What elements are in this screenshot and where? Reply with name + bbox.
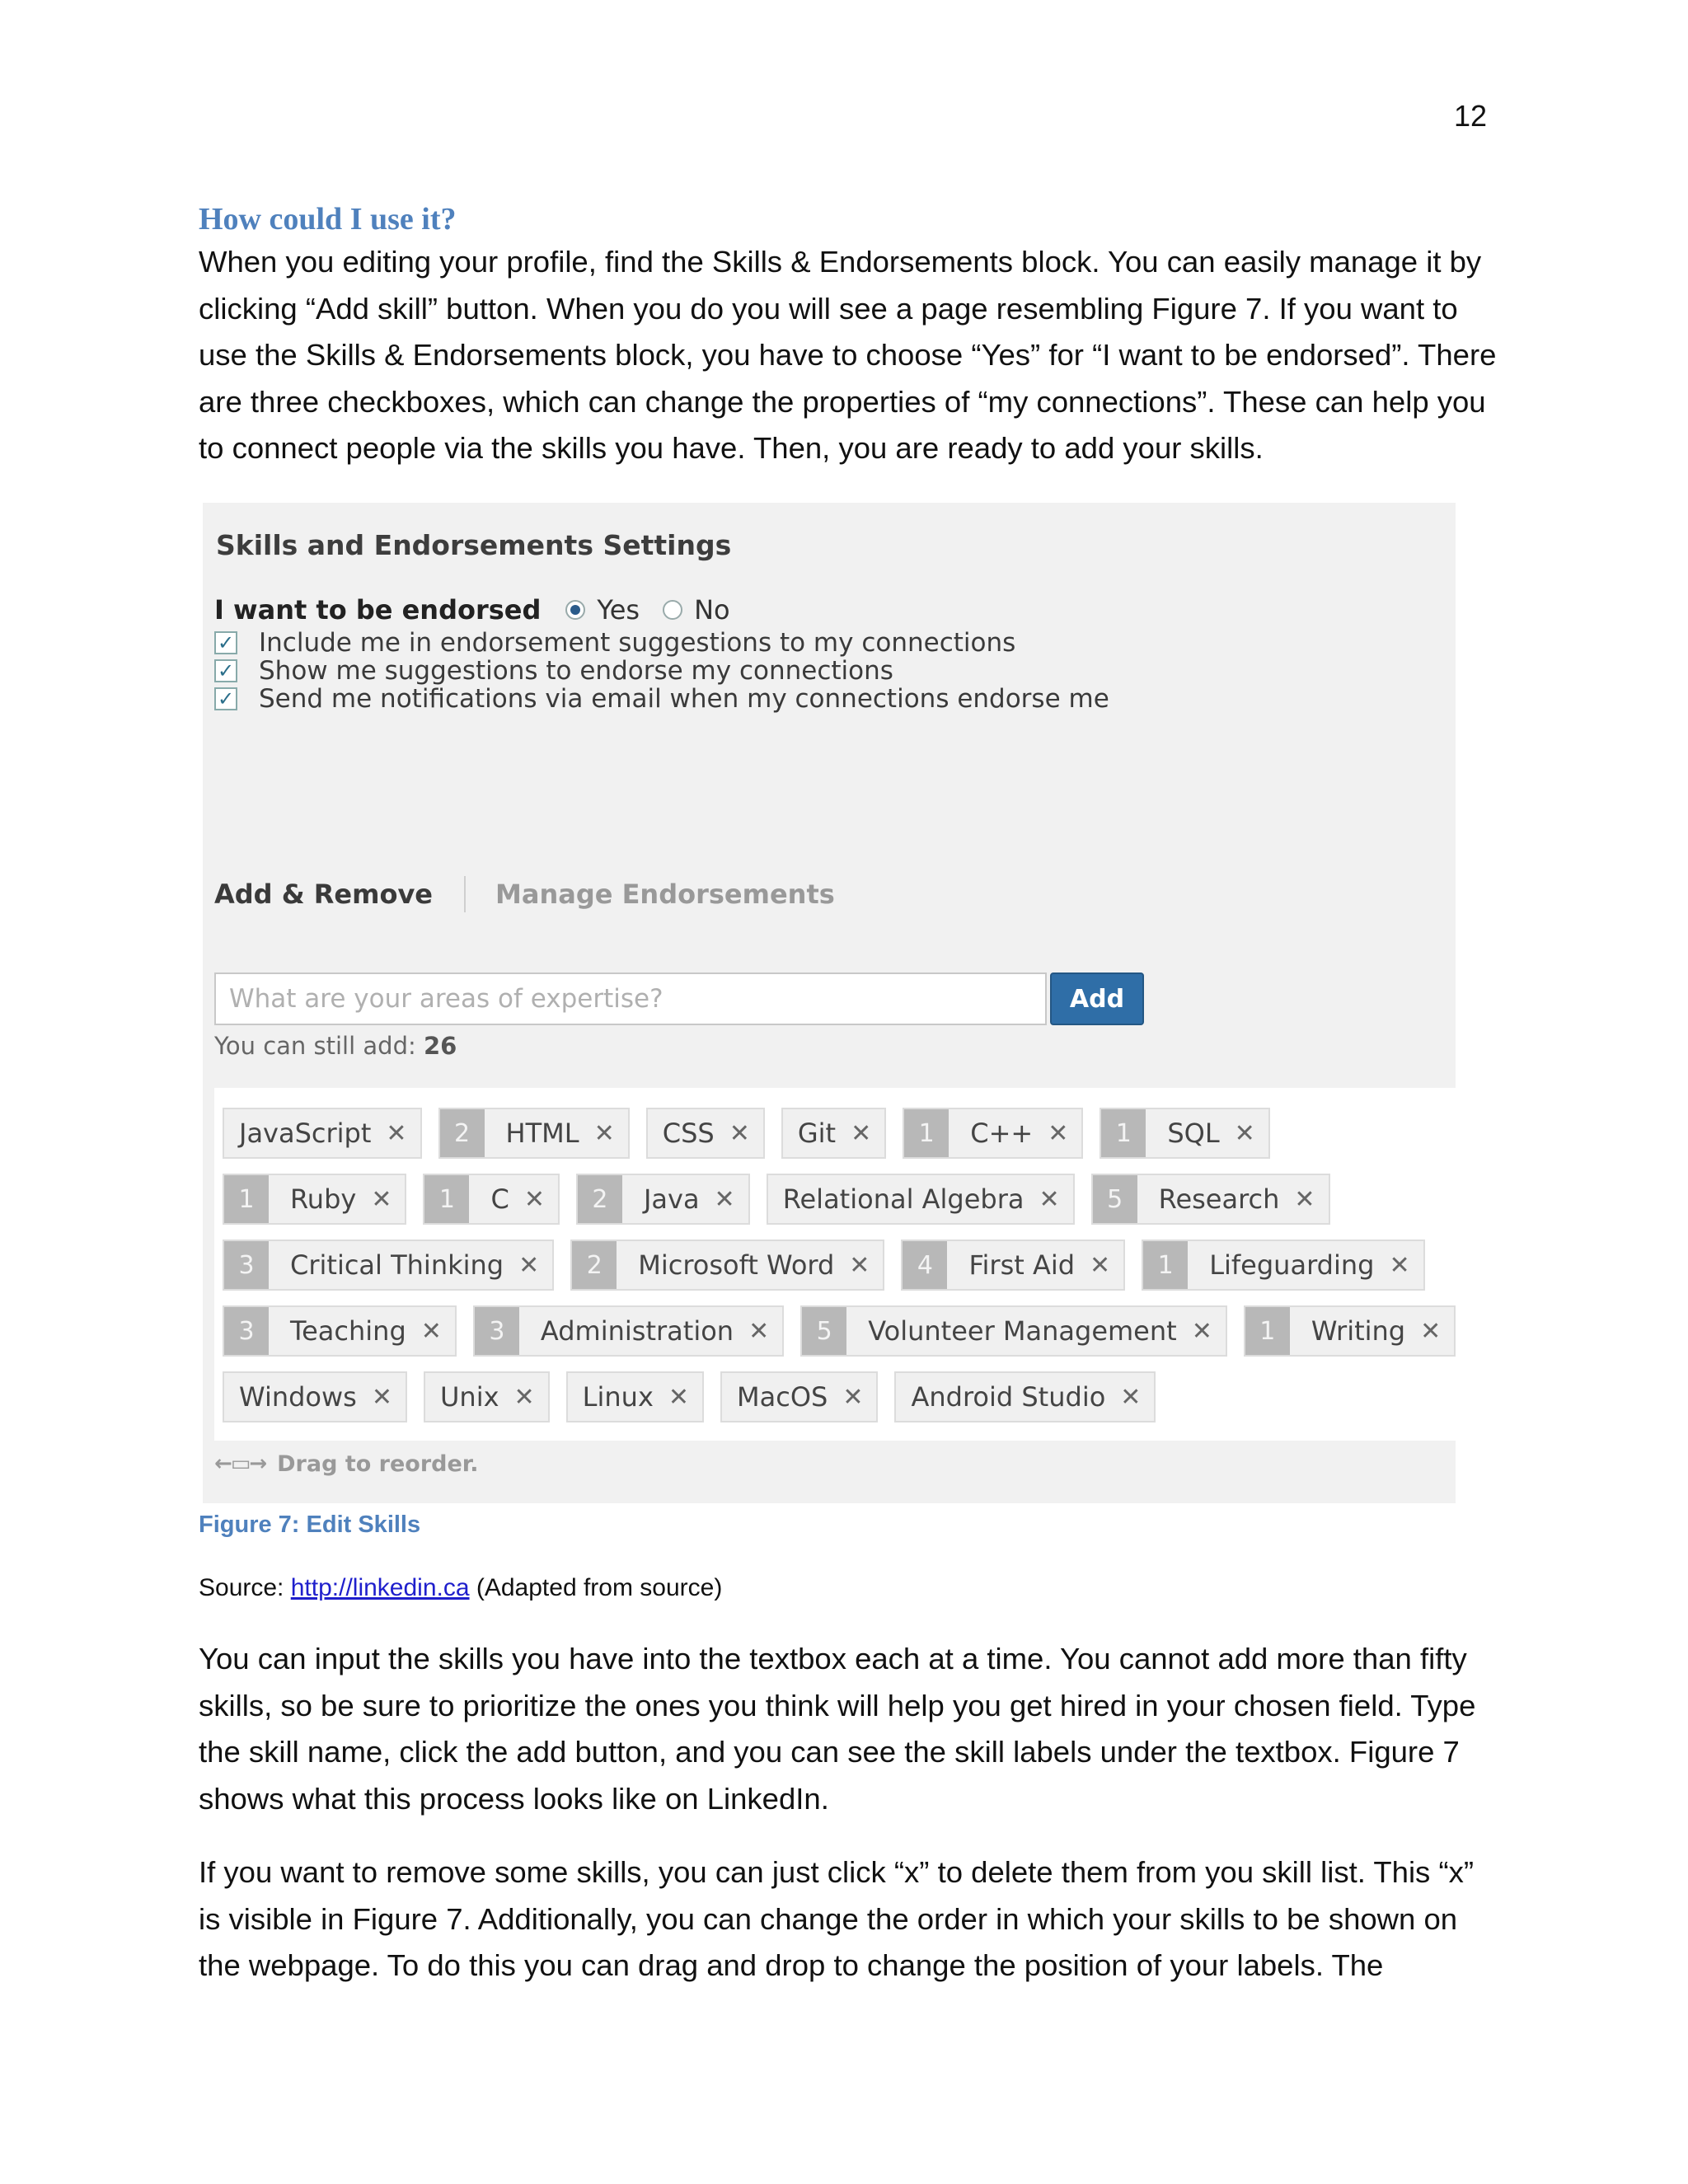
drag-arrows-icon: ←▭→ [214,1451,266,1476]
skills-settings-screenshot [203,503,1456,1503]
remove-skill-icon[interactable]: ✕ [1420,1316,1442,1346]
remove-skill-icon[interactable]: ✕ [1191,1316,1212,1346]
endorsement-count: 3 [475,1307,519,1355]
remove-skill-icon[interactable]: ✕ [371,1184,392,1214]
remove-skill-icon[interactable]: ✕ [371,1382,392,1412]
add-skill-button[interactable]: Add [1050,972,1144,1025]
remaining-count [214,1032,457,1060]
source-line [199,1574,722,1602]
endorsement-count: 1 [224,1175,269,1223]
remove-skill-icon[interactable]: ✕ [420,1316,442,1346]
skill-rows [223,1108,1456,1437]
checkbox-include-suggestions[interactable]: ✓ [214,631,237,654]
skill-tag[interactable] [894,1371,1156,1422]
check-label: Include me in endorsement suggestions to my connections [259,628,1016,658]
skill-tag[interactable] [1091,1174,1330,1225]
skill-name: Administration [540,1315,734,1347]
skills-tabs [214,874,835,915]
skill-row [223,1174,1456,1225]
skill-row [223,1371,1456,1422]
skill-input[interactable] [214,972,1047,1025]
remaining-value: 26 [423,1032,457,1060]
skill-name: Linux [582,1381,654,1413]
source-label: Source: [199,1574,291,1601]
skill-name: JavaScript [239,1118,372,1149]
remove-skill-icon[interactable]: ✕ [729,1118,750,1148]
endorsement-count: 1 [1143,1241,1188,1289]
skill-name: C++ [970,1118,1034,1149]
input-paragraph: You can input the skills you have into the textbox each at a time. You cannot add more than fifty skills, so be sure to prioritize the ones you think will help you get hired in your chosen field. Type the skill name, click the add button, and you can see the skill labels under the textbox. Figure 7 shows what this process looks like on LinkedIn. [199,1642,1476,1816]
reorder-hint [214,1446,479,1482]
skill-name: Android Studio [911,1381,1106,1413]
skill-name: First Aid [968,1249,1076,1281]
settings-title: Skills and Endorsements Settings [216,529,732,561]
skill-tag[interactable] [423,1174,559,1225]
endorse-label: I want to be endorsed [214,594,542,626]
skill-name: SQL [1167,1118,1220,1149]
remove-skill-icon[interactable]: ✕ [1234,1118,1255,1148]
skill-tag[interactable] [438,1108,630,1159]
skill-name: HTML [505,1118,579,1149]
endorsement-count: 1 [904,1109,949,1157]
endorsement-count: 2 [572,1241,617,1289]
skill-name: Writing [1311,1315,1406,1347]
remove-skill-icon[interactable]: ✕ [668,1382,690,1412]
skill-tag[interactable] [901,1240,1125,1291]
skill-tag[interactable] [223,1240,554,1291]
skill-tag[interactable] [223,1108,422,1159]
skill-name: Ruby [290,1183,357,1215]
skill-tag[interactable] [720,1371,878,1422]
skill-name: Git [797,1118,837,1149]
radio-no[interactable] [663,600,682,620]
endorsement-count: 3 [224,1307,269,1355]
remove-skill-icon[interactable]: ✕ [1048,1118,1069,1148]
figure-caption: Figure 7: Edit Skills [199,1511,421,1538]
endorsement-count: 3 [224,1241,269,1289]
skill-tag[interactable] [566,1371,704,1422]
endorsement-count: 1 [1101,1109,1146,1157]
remove-skill-icon[interactable]: ✕ [748,1316,770,1346]
skill-tag[interactable] [1100,1108,1269,1159]
remove-skill-icon[interactable]: ✕ [518,1250,540,1280]
skill-tag[interactable] [473,1305,784,1357]
remove-skill-icon[interactable]: ✕ [1120,1382,1142,1412]
skill-tag[interactable] [223,1305,457,1357]
endorse-preference-row [214,592,753,628]
tab-add-remove[interactable]: Add & Remove [214,879,433,910]
radio-yes[interactable] [565,600,585,620]
skill-tag[interactable] [223,1174,406,1225]
endorsement-count: 1 [424,1175,469,1223]
skill-tag[interactable] [781,1108,886,1159]
remove-skill-icon[interactable]: ✕ [593,1118,615,1148]
skill-name: CSS [662,1118,715,1149]
skill-tag[interactable] [1244,1305,1456,1357]
tab-manage-endorsements[interactable]: Manage Endorsements [495,879,835,910]
checkbox-email-notifications[interactable]: ✓ [214,687,237,710]
skill-name: Microsoft Word [638,1249,835,1281]
skill-tag[interactable] [903,1108,1083,1159]
skill-row [223,1108,1456,1159]
skill-tag[interactable] [800,1305,1227,1357]
skill-row [223,1305,1456,1357]
endorsement-count: 1 [1245,1307,1290,1355]
skill-name: MacOS [737,1381,828,1413]
skill-name: Windows [239,1381,357,1413]
skill-tag[interactable] [1142,1240,1424,1291]
remove-skill-icon[interactable]: ✕ [1090,1250,1111,1280]
intro-paragraph: When you editing your profile, find the Skills & Endorsements block. You can easily manage it by clicking “Add skill” button. When you do you will see a page resembling Figure 7. If you want to use the Skills & Endorsements block, you have to choose “Yes” for “I want to be endorsed”. There are three checkboxes, which can change the properties of “my connections”. These can help you to connect people via the skills you have. Then, you are ready to add your skills. [199,245,1497,465]
remove-skill-icon[interactable]: ✕ [386,1118,407,1148]
page-number: 12 [1454,99,1488,133]
endorsement-count: 5 [802,1307,846,1355]
remove-skill-icon[interactable]: ✕ [1039,1184,1060,1214]
remove-skill-icon[interactable]: ✕ [513,1382,535,1412]
section-heading: How could I use it? [199,202,457,237]
remove-paragraph: If you want to remove some skills, you can just click “x” to delete them from you skill list. This “x” is visible in Figure 7. Additionally, you can change the order in which your skills to be shown on the webpage. To do this you can drag and drop to change the position of your labels. The [199,1855,1475,1982]
source-link[interactable]: http://linkedin.ca [290,1574,470,1601]
reorder-text: Drag to reorder. [277,1451,479,1477]
skill-name: Research [1158,1183,1280,1215]
remove-skill-icon[interactable]: ✕ [842,1382,864,1412]
endorsement-count: 2 [578,1175,622,1223]
remove-skill-icon[interactable]: ✕ [849,1250,870,1280]
endorsement-count: 4 [903,1241,947,1289]
skill-tag[interactable] [570,1240,884,1291]
remove-skill-icon[interactable]: ✕ [851,1118,872,1148]
skill-row [223,1240,1456,1291]
skill-tag[interactable] [646,1108,765,1159]
remove-skill-icon[interactable]: ✕ [1294,1184,1315,1214]
remove-skill-icon[interactable]: ✕ [523,1184,545,1214]
skill-tag[interactable] [767,1174,1075,1225]
skill-name: Relational Algebra [782,1183,1025,1215]
skill-name: C [490,1183,509,1215]
skill-name: Volunteer Management [868,1315,1177,1347]
radio-no-label: No [694,594,730,626]
remove-skill-icon[interactable]: ✕ [1389,1250,1410,1280]
skills-list [214,1088,1456,1441]
skill-name: Lifeguarding [1209,1249,1375,1281]
skill-tag[interactable] [424,1371,550,1422]
check-label: Send me notifications via email when my connections endorse me [259,684,1109,714]
check-row-email-notifications[interactable] [214,681,1109,717]
tab-divider [464,876,466,912]
skill-name: Critical Thinking [290,1249,504,1281]
check-label: Show me suggestions to endorse my connections [259,656,893,686]
remaining-label: You can still add: [214,1032,424,1060]
endorsement-count: 2 [440,1109,485,1157]
radio-yes-label: Yes [597,594,640,626]
skill-name: Java [643,1183,700,1215]
endorsement-count: 5 [1093,1175,1137,1223]
remove-skill-icon[interactable]: ✕ [714,1184,735,1214]
skill-name: Teaching [290,1315,406,1347]
skill-tag[interactable] [223,1371,407,1422]
checkbox-show-suggestions[interactable]: ✓ [214,659,237,682]
skill-name: Unix [439,1381,499,1413]
source-note: (Adapted from source) [469,1574,723,1601]
skill-tag[interactable] [576,1174,750,1225]
